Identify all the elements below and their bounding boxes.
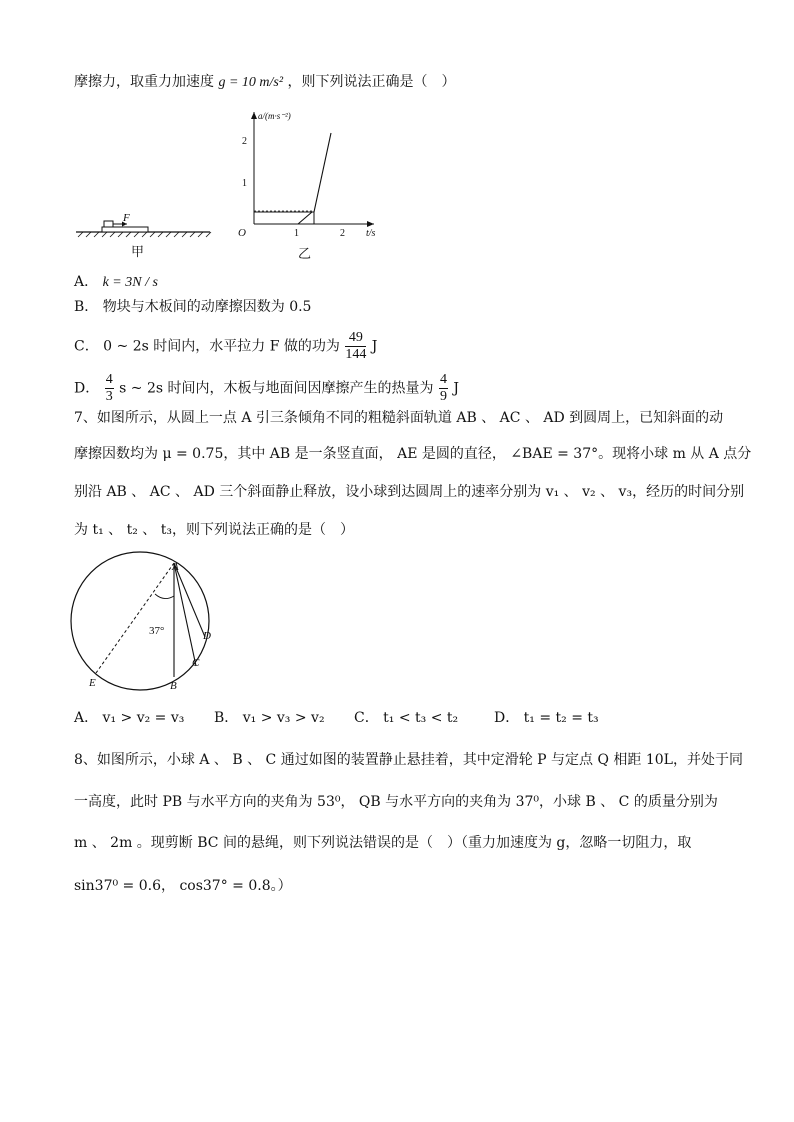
x-tick-2: 2 — [340, 228, 345, 239]
unit: J — [453, 380, 460, 397]
q7-line-3: 别沿 AB 、 AC 、 AD 三个斜面静止释放，设小球到达圆周上的速率分别为 v₁ 、 v₂ 、 v₃，经历的时间分别 — [74, 484, 745, 500]
q8-line-1: 8、如图所示，小球 A 、 B 、 C 通过如图的装置静止悬挂着，其中定滑轮 P 与定点 Q 相距 10L，并处于同 — [74, 752, 743, 768]
figure-yi-label: 乙 — [298, 246, 312, 261]
point-a-label: A — [172, 561, 179, 573]
intro-line — [74, 72, 456, 93]
y-axis-label: a/(m·s⁻²) — [258, 111, 291, 121]
intro-suffix: ，则下列说法正确是（ ） — [287, 74, 456, 90]
point-e-label: E — [89, 677, 96, 689]
q8-line-4: sin37⁰ = 0.6， cos37° = 0.8。） — [74, 878, 292, 894]
intro-prefix: 摩擦力，取重力加速度 — [74, 74, 214, 90]
q6-option-d — [74, 372, 459, 405]
q7-option-d: D． t₁ = t₂ = t₃ — [494, 710, 599, 726]
q7-option-c: C． t₁ < t₃ < t₂ — [354, 710, 459, 726]
option-text: 0 ~ 2s 时间内，水平拉力 F 做的功为 — [103, 338, 340, 355]
option-text: s ~ 2s 时间内，木板与地面间因摩擦产生的热量为 — [119, 380, 434, 397]
force-label: F — [123, 212, 130, 224]
q7-option-b: B． v₁ > v₃ > v₂ — [214, 710, 325, 726]
figure-circle — [70, 558, 230, 690]
x-tick-1: 1 — [294, 228, 299, 239]
numerator: 49 — [345, 330, 366, 347]
point-b-label: B — [170, 680, 177, 692]
q8-line-2: 一高度，此时 PB 与水平方向的夹角为 53⁰， QB 与水平方向的夹角为 37⁰，小球 B 、 C 的质量分别为 — [74, 794, 718, 810]
denominator: 144 — [345, 347, 367, 362]
y-tick-1: 1 — [242, 178, 247, 189]
fraction — [105, 372, 114, 405]
q7-option-a: A． v₁ > v₂ = v₃ — [74, 710, 185, 726]
figure-jia-label: 甲 — [131, 244, 145, 259]
fraction — [439, 372, 448, 405]
q8-line-3: m 、 2m 。现剪断 BC 间的悬绳，则下列说法错误的是（ ）（重力加速度为 g，忽略一切阻力，取 — [74, 835, 692, 851]
y-tick-2: 2 — [242, 136, 247, 147]
denominator: 3 — [105, 389, 113, 404]
option-key: B． — [74, 299, 99, 315]
numerator: 4 — [439, 372, 447, 387]
angle-label: 37° — [149, 625, 165, 637]
option-text: k = 3N / s — [102, 275, 158, 290]
block — [104, 221, 113, 227]
option-key: D． — [74, 380, 100, 397]
denominator: 9 — [439, 389, 447, 404]
numerator: 4 — [105, 372, 113, 387]
q7-line-2: 摩擦因数均为 μ = 0.75，其中 AB 是一条竖直面， AE 是圆的直径， ∠BAE = 37°。现将小球 m 从 A 点分 — [74, 446, 752, 462]
figure-jia — [74, 210, 214, 260]
point-d-label: D — [203, 630, 211, 642]
option-key: A． — [74, 274, 99, 290]
point-c-label: C — [192, 657, 200, 669]
x-axis-label: t/s — [366, 228, 376, 239]
q7-line-1: 7、如图所示，从圆上一点 A 引三条倾角不同的粗糙斜面轨道 AB 、 AC 、 AD 到圆周上，已知斜面的动 — [74, 410, 724, 426]
q6-option-a — [74, 272, 158, 293]
option-key: C． — [74, 338, 99, 355]
unit: J — [371, 338, 378, 355]
origin-label: O — [238, 227, 246, 239]
fraction — [345, 330, 366, 363]
q6-option-b — [74, 297, 311, 317]
gravity-formula: g = 10 m/s² — [218, 75, 284, 90]
option-text: 物块与木板间的动摩擦因数为 0.5 — [102, 299, 312, 315]
figure-yi-graph — [232, 106, 382, 264]
board — [102, 227, 148, 232]
q6-option-c — [74, 330, 377, 363]
q7-line-4: 为 t₁ 、 t₂ 、 t₃，则下列说法正确的是（ ） — [74, 522, 354, 538]
